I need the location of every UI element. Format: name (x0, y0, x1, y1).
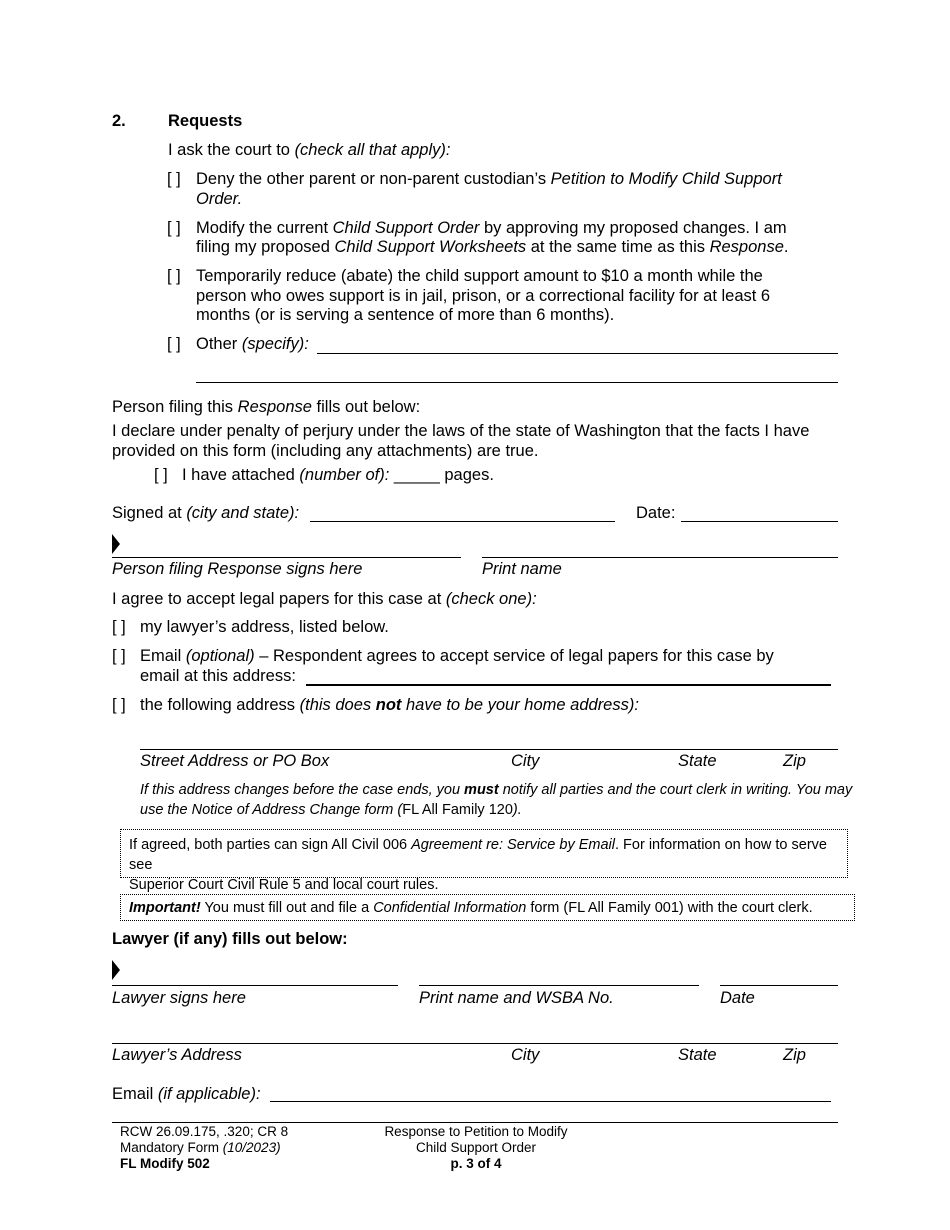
email-option-line2: email at this address: (140, 667, 296, 685)
lawyer-date-field[interactable] (720, 985, 838, 986)
print-name-field[interactable] (482, 557, 838, 558)
option-modify-line1: Modify the current Child Support Order by approving my proposed changes. I am (196, 219, 787, 237)
option-abate-line3: months (or is serving a sentence of more than 6 months). (196, 306, 615, 324)
email-agreement-info-box (120, 829, 848, 893)
lawyer-address-field[interactable] (112, 1043, 838, 1044)
signed-at-label: Signed at (city and state): (112, 504, 300, 522)
footer-left (120, 1124, 288, 1172)
service-address-field[interactable] (140, 749, 838, 750)
following-address-option: the following address (this does not have to be your home address): (140, 696, 639, 714)
service-email-field[interactable] (306, 684, 831, 686)
other-specify-field[interactable] (317, 353, 838, 354)
section-title: Requests (168, 112, 243, 130)
signed-at-field[interactable] (310, 521, 615, 522)
footer-divider (112, 1122, 838, 1123)
option-other-label: Other (specify): (196, 335, 309, 353)
option-deny-line2: Order. (196, 190, 243, 208)
section-number: 2. (112, 112, 126, 130)
declaration-line1: I declare under penalty of perjury under the laws of the state of Washington that the facts I have (112, 422, 810, 440)
signature-label: Person filing Response signs here (112, 560, 363, 578)
date-field[interactable] (681, 521, 838, 522)
state-label: State (678, 752, 717, 770)
option-modify-line2: filing my proposed Child Support Worksheets at the same time as this Response. (196, 238, 789, 256)
lawyer-sign-arrow-icon (112, 960, 120, 980)
footer-form-title-line1: Response to Petition to Modify (384, 1124, 568, 1139)
accept-heading: I agree to accept legal papers for this case at (check one): (112, 590, 537, 608)
lawyer-print-name-field[interactable] (419, 985, 699, 986)
lawyer-sign-label: Lawyer signs here (112, 989, 246, 1007)
footer-center (326, 1124, 626, 1172)
city-label: City (511, 752, 540, 770)
email-agreement-line2: Superior Court Civil Rule 5 and local court rules. (129, 877, 439, 893)
print-name-label: Print name (482, 560, 562, 578)
lawyer-city-label: City (511, 1046, 540, 1064)
checkbox-deny[interactable]: [ ] (167, 170, 181, 188)
lawyer-signature-field[interactable] (112, 985, 398, 986)
footer-form-id: FL Modify 502 (120, 1156, 210, 1171)
other-specify-field-line2[interactable] (196, 382, 838, 383)
address-note-line1: If this address changes before the case ends, you must notify all parties and the court clerk in writing. You may (140, 782, 853, 798)
sign-here-arrow-icon (112, 534, 120, 554)
footer-form-title-line2: Child Support Order (415, 1140, 537, 1155)
checkbox-modify[interactable]: [ ] (167, 219, 181, 237)
option-deny-line1: Deny the other parent or non-parent custodian’s Petition to Modify Child Support (196, 170, 782, 188)
option-abate-line2: person who owes support is in jail, prison, or a correctional facility for at least 6 (196, 287, 771, 305)
lawyer-address-option: my lawyer’s address, listed below. (140, 618, 389, 636)
checkbox-email[interactable]: [ ] (112, 647, 126, 665)
lawyer-zip-label: Zip (783, 1046, 806, 1064)
checkbox-attached[interactable]: [ ] (154, 466, 168, 484)
lawyer-address-label: Lawyer’s Address (112, 1046, 242, 1064)
lawyer-print-label: Print name and WSBA No. (419, 989, 614, 1007)
checkbox-following-address[interactable]: [ ] (112, 696, 126, 714)
signature-field[interactable] (112, 557, 461, 558)
footer-page-number: p. 3 of 4 (450, 1156, 502, 1171)
lawyer-date-label: Date (720, 989, 755, 1007)
lawyer-state-label: State (678, 1046, 717, 1064)
option-abate-line1: Temporarily reduce (abate) the child support amount to $10 a month while the (196, 267, 763, 285)
email-agreement-line1: If agreed, both parties can sign All Civil 006 Agreement re: Service by Email. For information on how to serve see (129, 837, 827, 873)
lawyer-email-label: Email (if applicable): (112, 1085, 261, 1103)
email-option-line1: Email (optional) – Respondent agrees to accept service of legal papers for this case by (140, 647, 774, 665)
date-label: Date: (636, 504, 676, 522)
address-note-line2: use the Notice of Address Change form (FL All Family 120). (140, 802, 522, 818)
declaration-heading: Person filing this Response fills out below: (112, 398, 421, 416)
street-label: Street Address or PO Box (140, 752, 330, 770)
zip-label: Zip (783, 752, 806, 770)
checkbox-other[interactable]: [ ] (167, 335, 181, 353)
lawyer-email-field[interactable] (270, 1101, 831, 1102)
lawyer-heading: Lawyer (if any) fills out below: (112, 930, 348, 948)
attached-pages-text: I have attached (number of): _____ pages. (182, 466, 494, 484)
declaration-line2: provided on this form (including any attachments) are true. (112, 442, 539, 460)
important-info-box: Important! You must fill out and file a Confidential Information form (FL All Family 001) with the court clerk. (120, 894, 855, 921)
checkbox-lawyer-address[interactable]: [ ] (112, 618, 126, 636)
footer-statute: RCW 26.09.175, .320; CR 8 (120, 1124, 289, 1139)
checkbox-abate[interactable]: [ ] (167, 267, 181, 285)
footer-form-date: Mandatory Form (10/2023) (120, 1140, 281, 1155)
intro-text: I ask the court to (check all that apply): (168, 141, 451, 159)
